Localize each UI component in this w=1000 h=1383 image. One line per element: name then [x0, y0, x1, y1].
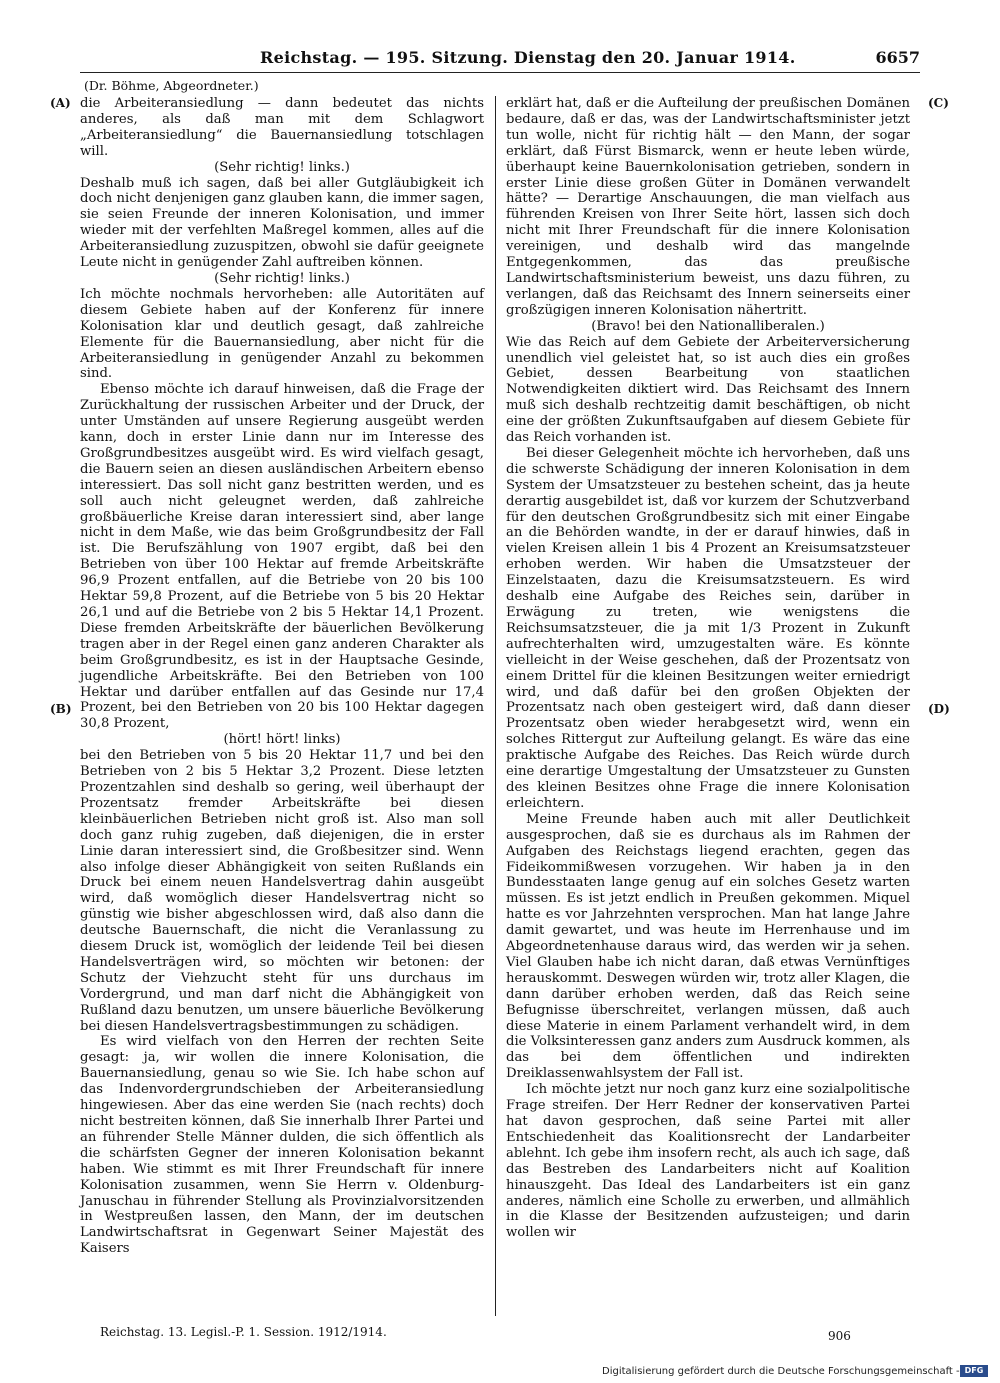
- paragraph: Wie das Reich auf dem Gebiete der Arbeiterversicherung unendlich viel geleistet hat, so ist auch dies ein großes Gebiet, dessen Bearbeitung von staatlichen Notwendigkeiten diktiert wird. Das Reichsamt des Innern muß sich deshalb rechtzeitig damit beschäftigen, ob nicht eine der größten Zukunftsaufgaben auf diesem Gebiete für das Reich vorhanden ist.: [506, 334, 910, 446]
- interjection: (hört! hört! links): [223, 732, 341, 748]
- paragraph: Ich möchte nochmals hervorheben: alle Autoritäten auf diesem Gebiete haben auf der Konferenz für innere Kolonisation klar und deutlich gesagt, daß zahlreiche Elemente für die Bauernansiedlung, aber nicht für die Arbeiteransiedlung in genügender Anzahl zu bekommen sind.: [80, 286, 484, 382]
- page-number: 6657: [875, 48, 920, 67]
- paragraph: die Arbeiteransiedlung — dann bedeutet das nichts anderes, als daß man mit dem Schlagwort „Arbeiteransiedlung“ die Bauernansiedlung totschlagen will.: [80, 96, 484, 159]
- header-rule: [80, 72, 920, 73]
- digitization-credit: Digitalisierung gefördert durch die Deutsche Forschungsgemeinschaft -: [602, 1366, 960, 1377]
- left-text-column: [80, 96, 484, 1257]
- paragraph: bei den Betrieben von 5 bis 20 Hektar 11,7 und bei den Betrieben von 2 bis 5 Hektar 3,2 Prozent. Diese letzten Prozentzahlen sind deshalb so gering, weil überhaupt der Prozentsatz fremder Arbeitskräfte bei diesen kleinbäuerlichen Betrieben nicht groß ist. Also man soll doch ganz ruhig zugeben, daß diejenigen, die in erster Linie daran interessiert sind, die Großbesitzer sind. Wenn also infolge dieser Abhängigkeit von seiten Rußlands ein Druck bei einem neuen Handelsvertrag dahin ausgeübt wird, daß womöglich dieser Handelsvertrag nicht so günstig wie bisher abgeschlossen wird, daß also dann die deutsche Bauernschaft, die nicht die Veranlassung zu diesem Druck ist, womöglich der leidende Teil bei diesen Handelsverträgen wird, so möchten wir betonen: der Schutz der Viehzucht steht für uns durchaus im Vordergrund, und man darf nicht die Abhängigkeit von Rußland dazu benutzen, um unsere bäuerliche Bevölkerung bei diesen Handelsvertragsbestimmungen zu schädigen.: [80, 748, 484, 1034]
- speaker-note: (Dr. Böhme, Abgeordneter.): [84, 78, 259, 93]
- margin-marker-b: (B): [50, 702, 72, 716]
- paragraph: Ich möchte jetzt nur noch ganz kurz eine sozialpolitische Frage streifen. Der Herr Redner der konservativen Partei hat davon gesprochen, daß seine Partei mit aller Entschiedenheit das Koalitionsrecht der Landarbeiter ablehnt. Ich gebe ihm insofern recht, als auch ich sage, daß das Bestreben des Landarbeiters nicht auf Koalition hinauszgeht. Das Ideal des Landarbeiters ist ein ganz anderes, nämlich eine Scholle zu erwerben, und allmählich in die Klasse der Besitzenden aufzusteigen; und darin wollen wir: [506, 1082, 910, 1241]
- dfg-logo: DFG: [960, 1365, 988, 1377]
- margin-marker-d: (D): [928, 702, 950, 716]
- margin-marker-c: (C): [928, 96, 949, 110]
- margin-marker-a: (A): [50, 96, 71, 110]
- paragraph: Ebenso möchte ich darauf hinweisen, daß die Frage der Zurückhaltung der russischen Arbeiter und der Druck, der unter Umständen auf unsere Regierung ausgeübt werden kann, doch in erster Linie dann nur im Interesse des Großgrundbesitzes ausgeübt wird. Es wird vielfach gesagt, die Bauern seien an diesen ausländischen Arbeitern ebenso interessiert. Das soll nicht ganz bestritten werden, und es soll auch nicht geleugnet werden, daß zahlreiche großbäuerliche Kreise daran interessiert sind, aber lange nicht in dem Maße, wie das beim Großgrundbesitz der Fall ist. Die Berufszählung von 1907 ergibt, daß bei den Betrieben von über 100 Hektar auf fremde Arbeitskräfte 96,9 Prozent entfallen, auf die Betriebe von 20 bis 100 Hektar 59,8 Prozent, auf die Betriebe von 5 bis 20 Hektar 26,1 und auf die Betriebe von 2 bis 5 Hektar 14,1 Prozent. Diese fremden Arbeitskräfte der bäuerlichen Bevölkerung tragen aber in der Regel einen ganz anderen Charakter als beim Großgrundbesitz, es ist in der Hauptsache Gesinde, jugendliche Arbeitskräfte. Bei den Betrieben von 100 Hektar und darüber entfallen auf das Gesinde nur 17,4 Prozent, bei den Betrieben von 20 bis 100 Hektar dagegen 30,8 Prozent,: [80, 382, 484, 732]
- paragraph: Deshalb muß ich sagen, daß bei aller Gutgläubigkeit ich doch nicht denjenigen ganz glauben kann, die immer sagen, sie seien Freunde der inneren Kolonisation, und immer wieder mit der verfehlten Maßregel kommen, alles auf die Arbeiteransiedlung zuzuspitzen, obwohl sie dafür geeignete Leute nicht in genügender Zahl auftreiben können.: [80, 175, 484, 271]
- right-text-column: [506, 96, 910, 1241]
- column-divider: [495, 96, 496, 1316]
- interjection: (Sehr richtig! links.): [214, 270, 350, 286]
- running-header: [80, 48, 920, 72]
- interjection: (Sehr richtig! links.): [214, 159, 350, 175]
- paragraph: erklärt hat, daß er die Aufteilung der preußischen Domänen bedaure, daß er das, was der Landwirtschaftsminister jetzt tun wolle, nicht für richtig hält — den Mann, der sogar erklärt, daß Fürst Bismarck, wenn er heute leben würde, überhaupt keine Bauernkolonisation getrieben, sondern in erster Linie diese großen Güter in Domänen verwandelt hätte? — Derartige Anschauungen, die man vielfach aus führenden Kreisen von Ihrer Seite hört, lassen sich doch nicht mit Ihrer Freundschaft für die innere Kolonisation vereinigen, und deshalb wird das mangelnde Entgegenkommen, das das preußische Landwirtschaftsministerium beweist, uns dazu führen, zu verlangen, daß das Reichsamt des Innern seinerseits einer großzügigen inneren Kolonisation nähertritt.: [506, 96, 910, 318]
- header-title: Reichstag. — 195. Sitzung. Dienstag den 20. Januar 1914.: [260, 48, 796, 67]
- footer-session-info: Reichstag. 13. Legisl.-P. 1. Session. 1912/1914.: [100, 1325, 387, 1339]
- footer-sheet-number: 906: [828, 1329, 851, 1343]
- paragraph: Meine Freunde haben auch mit aller Deutlichkeit ausgesprochen, daß sie es durchaus als im Rahmen der Aufgaben des Reichstags liegend erachten, gegen das Fideikommißwesen vorzugehen. Wir haben ja in den Bundesstaaten lange genug auf ein solches Gesetz warten müssen. Es ist jetzt endlich in Preußen gekommen. Miquel hatte es vor Jahrzehnten versprochen. Man hat lange Jahre damit gewartet, und was heute im Herrenhause und im Abgeordnetenhause daraus wird, das werden wir ja sehen. Viel Glauben habe ich nicht daran, daß etwas Vernünftiges herauskommt. Deswegen würden wir, trotz aller Klagen, die dann darüber erhoben werden, daß das Reich seine Befugnisse überschreitet, verlangen müssen, daß auch diese Materie in einem Parlament verhandelt wird, in dem die Volksinteressen ganz anders zum Ausdruck kommen, als das bei dem öffentlichen und indirekten Dreiklassenwahlsystem der Fall ist.: [506, 811, 910, 1082]
- paragraph: Bei dieser Gelegenheit möchte ich hervorheben, daß uns die schwerste Schädigung der inneren Kolonisation in dem System der Umsatzsteuer zu bestehen scheint, das ja heute derartig ausgebildet ist, daß vor kurzem der Schutzverband für den deutschen Großgrundbesitz sich mit einer Eingabe an die Behörden wandte, in der er darauf hinwies, daß in vielen Kreisen allein 1 bis 4 Prozent an Kreisumsatzsteuer erhoben werden. Wir haben die Umsatzsteuer der Einzelstaaten, dazu die Kreisumsatzsteuern. Es wird deshalb eine Aufgabe des Reiches sein, darüber in Erwägung zu treten, wie wenigstens die Reichsumsatzsteuer, die ja mit 1/3 Prozent in Zukunft aufrechterhalten wird, umzugestalten wäre. Es könnte vielleicht in der Weise geschehen, daß der Prozentsatz von einem Drittel für die kleinen Besitzungen weiter erniedrigt wird, und daß dafür bei den großen Objekten der Prozentsatz nach oben gesteigert wird, daß dann dieser Prozentsatz oben wieder herabgesetzt wird, wenn ein solches Rittergut zur Aufteilung gelangt. Es wäre das eine praktische Aufgabe des Reiches. Das Reich würde durch eine derartige Umgestaltung der Umsatzsteuer zu Gunsten des kleinen Besitzes ohne Frage die innere Kolonisation erleichtern.: [506, 445, 910, 811]
- paragraph: Es wird vielfach von den Herren der rechten Seite gesagt: ja, wir wollen die innere Kolonisation, die Bauernansiedlung, genau so wie Sie. Ich habe schon auf das Indenvordergrundschieben der Arbeiteransiedlung hingewiesen. Aber das eine werden Sie (nach rechts) doch nicht bestreiten können, daß Sie innerhalb Ihrer Partei und an führender Stelle Männer dulden, die sich öffentlich als die schärfsten Gegner der inneren Kolonisation bekannt haben. Wie stimmt es mit Ihrer Freundschaft für innere Kolonisation zusammen, wenn Sie Herrn v. Oldenburg-Januschau in führender Stellung als Provinzialvorsitzenden in Westpreußen lassen, den Mann, der im deutschen Landwirtschaftsrat in Gegenwart Seiner Majestät des Kaisers: [80, 1034, 484, 1257]
- interjection: (Bravo! bei den Nationalliberalen.): [591, 318, 825, 334]
